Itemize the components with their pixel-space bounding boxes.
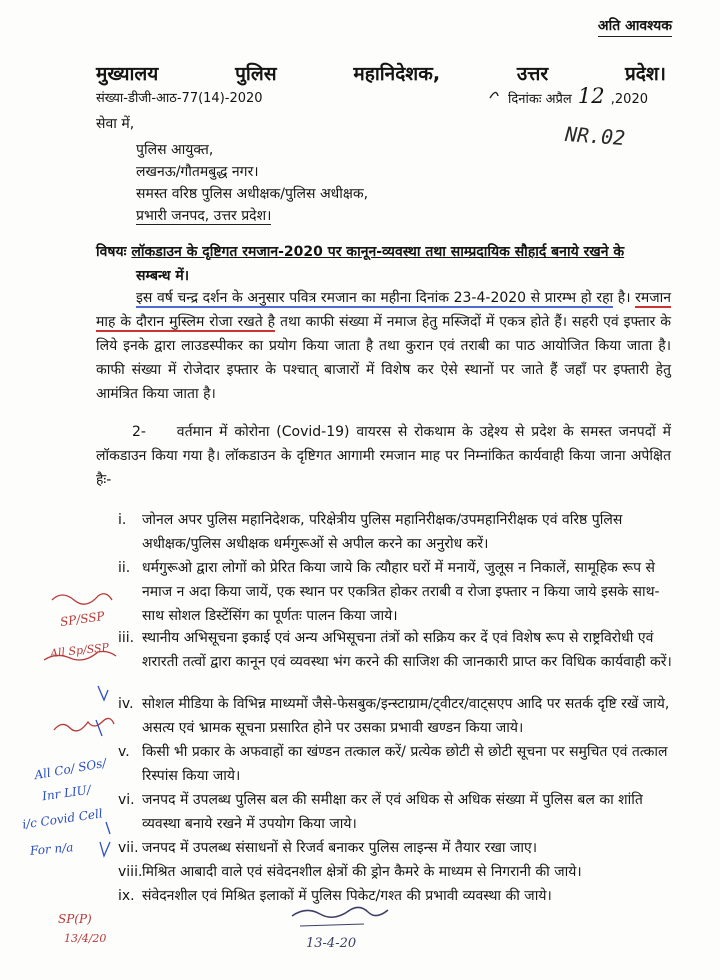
para1-line-a: इस वर्ष चन्द्र दर्शन के अनुसार पवित्र रमजान का महीना दिनांक 23-4-2020 से प्रारम्भ हो रहा — [136, 290, 614, 306]
list-item-number: ii. — [118, 560, 131, 576]
list-item-text: संवेदनशील एवं मिश्रित इलाकों में पुलिस पिकेट/गश्त की प्रभावी व्यवस्था की जाये। — [142, 888, 552, 904]
urgent-label: अति आवश्यक — [598, 16, 672, 37]
list-item-text: स्थानीय अभिसूचना इकाई एवं अन्य अभिसूचना तंत्रों को सक्रिय कर दें एवं विशेष रूप से राष्ट्रविरोधी एवं शरारती तत्वों द्वारा कानून एवं व्यवस्था भंग करने की साजिश की जानकारी प्राप्त कर विधिक कार्यवाही करें। — [142, 630, 672, 670]
letterhead-word: पुलिस — [235, 63, 277, 85]
signature-underline — [300, 924, 364, 926]
list-item-number: vi. — [118, 792, 135, 808]
list-item-number: vii. — [118, 840, 139, 856]
handwritten-note: All Sp/SSP — [49, 640, 110, 661]
handwritten-note: For n/a — [29, 840, 74, 858]
para2-line-c: जाना अपेक्षित हैः- — [96, 448, 671, 488]
list-item-text: मिश्रित आबादी वाले एवं संवेदनशील क्षेत्रों की ड्रोन कैमरे के माध्यम से निगरानी की जाये। — [142, 864, 582, 880]
signature-scribble — [54, 718, 114, 730]
salutation: सेवा में, — [96, 116, 135, 132]
addressee-line-text: प्रभारी जनपद, उत्तर प्रदेश। — [136, 208, 272, 224]
addressee-line: समस्त वरिष्ठ पुलिस अधीक्षक/पुलिस अधीक्षक, — [136, 186, 369, 202]
list-item-text: जनपद में उपलब्ध संसाधनों से रिजर्व बनाकर पुलिस लाइन्स में तैयार रखा जाए। — [142, 840, 538, 856]
signature-scribble — [292, 907, 388, 917]
para2-line-a: वर्तमान में कोरोना (Covid-19) वायरस से रोकथाम के उद्देश्य से प्रदेश के समस्त जनपदों में — [176, 424, 671, 440]
list-item-text: जोनल अपर पुलिस महानिदेशक, परिक्षेत्रीय पुलिस महानिरीक्षक/उपमहानिरीक्षक एवं वरिष्ठ पुलिस अधीक्षक/पुलिस अधीक्षक धर्मगुरूओं से अपील करने का अनुरोध करें। — [142, 512, 623, 552]
letterhead-word: मुख्यालय — [96, 63, 159, 85]
handwritten-note: SP/SSP — [59, 608, 106, 630]
reference-number: संख्या-डीजी-आठ-77(14)-2020 — [96, 91, 263, 106]
addressee-line: लखनऊ/गौतमबुद्ध नगर। — [136, 164, 259, 180]
list-item-number: iv. — [118, 696, 134, 712]
date-tick-mark — [490, 92, 498, 98]
margin-tick-mark — [106, 822, 110, 834]
para1-line-b3: तथा काफी संख्या में नमाज हेतु मस्जिदों में एकत्र होते — [275, 314, 550, 330]
para1-line-d: का पाठ आयोजित किया जाता है। काफी संख्या में रोजेदार इफ्तार के पश्चात् बाजारों में विशेष कर ऐसे — [96, 338, 672, 378]
list-item-number: ix. — [118, 888, 135, 904]
date-day-handwritten: 12 — [577, 84, 605, 108]
list-item-text: धर्मगुरूओ द्वारा लोगों को प्रेरित किया जाये कि त्यौहार घरों में मनायें, जुलूस न निकालें, सामूहिक रूप से नमाज न अदा किया जायें, एक स्थान पर एकत्रित होकर तराबी व रोजा इफ्तार न किया जाये इसके साथ-साथ सोशल डिस्टेंसिंग का पूर्णतः पालन किया जाये। — [142, 560, 660, 624]
margin-tick-mark — [98, 686, 108, 700]
date-prefix: दिनांकः अप्रैल — [508, 92, 572, 107]
subject-label: विषयः — [96, 244, 127, 260]
signature-scribble — [52, 594, 112, 604]
letterhead-word: महानिदेशक, — [353, 63, 441, 85]
signature-scribble — [44, 652, 116, 661]
para2-number: 2- — [132, 424, 146, 440]
para1-line-e: स्थानों पर जाते हैं जहाँ पर इफ्तारी हेतु आमंत्रित किया जाता है। — [96, 362, 672, 402]
para1-line-c: हैं। सहरी एवं इफ्तार के लिये इनके द्वारा लाउडस्पीकर का प्रयोग किया जाता है तथा कुरान एवं तराबी — [96, 314, 671, 354]
list-item-text: जनपद में उपलब्ध पुलिस बल की समीक्षा कर लें एवं अधिक से अधिक संख्या में पुलिस बल का शांति व्यवस्था बनाये रखने में उपयोग किया जाये। — [142, 792, 643, 832]
addressee-line: पुलिस आयुक्त, — [136, 142, 214, 158]
list-item-number: v. — [118, 744, 130, 760]
letterhead-word: उत्तर — [516, 63, 549, 85]
list-item-number: iii. — [118, 630, 135, 646]
list-item-number: viii. — [118, 864, 143, 880]
para1-highlight: रमजान माह के दौरान मुस्लिम रोजा रखते है — [96, 290, 671, 330]
handwritten-note: 13/4/20 — [64, 932, 107, 945]
handwritten-note: All Co/ SOs/ — [33, 755, 108, 783]
list-item-text: किसी भी प्रकार के अफवाहों का खंण्डन तत्काल करें/ प्रत्येक छोटी से छोटी सूचना पर समुचित एवं तत्काल रिस्पांस किया जाये। — [142, 744, 668, 784]
margin-tick-mark — [100, 842, 110, 856]
date-year: ,2020 — [610, 92, 648, 107]
handwritten-note: SP(P) — [58, 912, 92, 926]
list-item-number: i. — [118, 512, 127, 528]
subject-line-2: सम्बन्ध में। — [136, 268, 190, 284]
handwritten-note: 13-4-20 — [306, 936, 357, 951]
letterhead-word: प्रदेश। — [624, 63, 666, 85]
list-item-text: सोशल मीडिया के विभिन्न माध्यमों जैसे-फेसबुक/इन्स्टाग्राम/ट्वीटर/वाट्सएप आदि पर सतर्क दृष्टि रखें जाये, असत्य एवं भ्रामक सूचना प्रसारित होने पर उसका प्रभावी खण्डन किया जाये। — [142, 696, 670, 736]
para1-line-b1: है। — [617, 290, 636, 306]
handwritten-nr-mark: NR.02 — [564, 121, 626, 151]
handwritten-note: i/c Covid Cell — [21, 806, 104, 832]
subject-line-1: लॉकडाउन के दृष्टिगत रमजान-2020 पर कानून-व्यवस्था तथा साम्प्रदायिक सौहार्द बनाये रखने के — [131, 244, 625, 260]
handwritten-note: Inr LIU/ — [41, 782, 92, 804]
para2-line-b: लॉकडाउन किया गया है। लॉकडाउन के दृष्टिगत आगामी रमजान माह पर निम्नांकित कार्यवाही किया — [96, 448, 596, 464]
